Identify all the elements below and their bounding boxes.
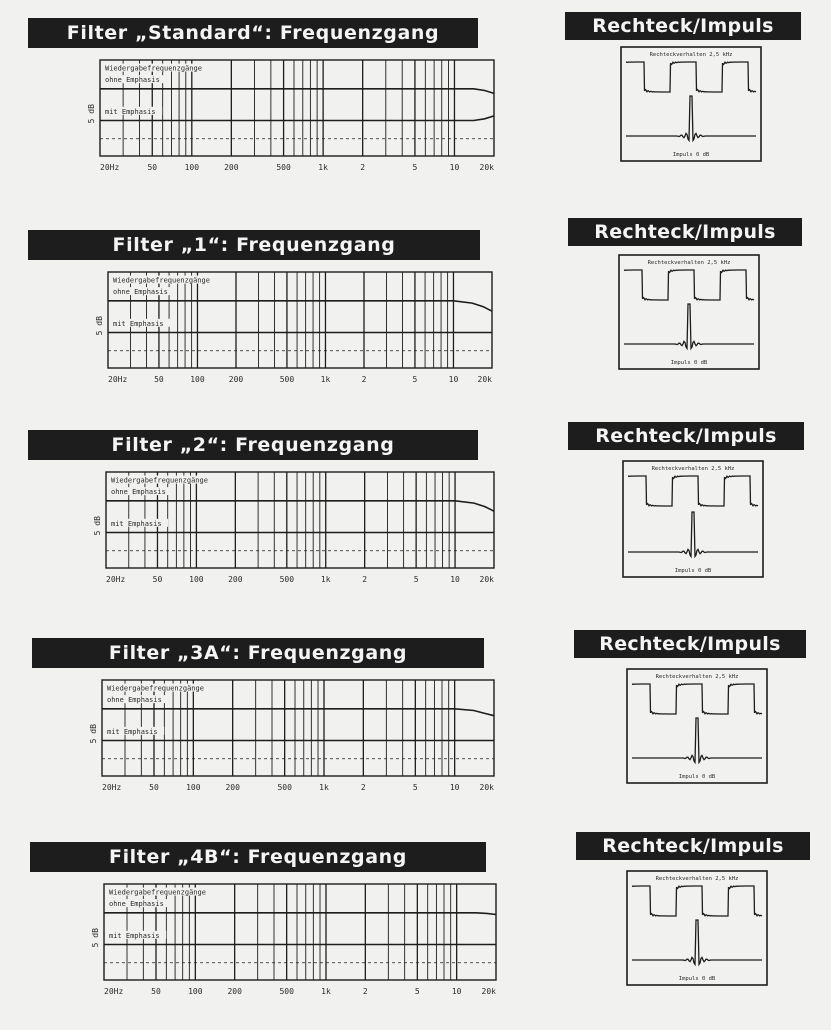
x-tick-label: 50 [147, 163, 158, 172]
x-tick-label: 2 [360, 783, 366, 792]
x-tick-label: 20Hz [104, 987, 124, 996]
freq-chart [82, 880, 500, 998]
caption-title: Wiedergabefrequenzgänge [107, 684, 204, 693]
x-tick-label: 5 [413, 575, 419, 584]
caption-mit-emphasis: mit Emphasis [111, 519, 162, 528]
x-tick-label: 100 [188, 987, 203, 996]
impulse-caption: Impuls 0 dB [678, 976, 716, 982]
x-tick-label: 1k [321, 987, 331, 996]
filter-row-3a [0, 630, 831, 830]
x-tick-label: 50 [152, 575, 163, 584]
freq-chart-title: Filter „4B“: Frequenzgang [30, 842, 486, 872]
freq-chart [78, 56, 498, 174]
x-tick-label: 20k [479, 163, 494, 172]
x-tick-label: 10 [448, 375, 459, 384]
pulse-frame [627, 669, 767, 783]
filter-row-standard [0, 0, 831, 200]
freq-chart-title: Filter „Standard“: Frequenzgang [28, 18, 478, 48]
freq-chart [86, 268, 496, 386]
y-axis-label: 5 dB [87, 104, 96, 124]
pulse-panel-title: Rechteck/Impuls [568, 218, 802, 246]
impulse-caption: Impuls 0 dB [672, 152, 710, 158]
freq-chart [84, 468, 498, 586]
caption-mit-emphasis: mit Emphasis [113, 319, 164, 328]
pulse-chart [626, 668, 768, 784]
x-tick-label: 20Hz [100, 163, 120, 172]
x-tick-label: 200 [225, 783, 240, 792]
pulse-chart [618, 254, 760, 370]
x-tick-label: 200 [224, 163, 239, 172]
x-tick-label: 200 [228, 375, 244, 384]
caption-title: Wiedergabefrequenzgänge [111, 476, 208, 485]
pulse-frame [623, 461, 763, 577]
pulse-frame [619, 255, 759, 369]
x-tick-label: 20k [479, 575, 494, 584]
x-tick-label: 500 [277, 783, 292, 792]
x-tick-label: 10 [451, 987, 462, 996]
x-tick-label: 500 [276, 163, 291, 172]
x-tick-label: 20k [481, 987, 496, 996]
x-tick-label: 1k [319, 783, 329, 792]
freq-chart-title: Filter „1“: Frequenzgang [28, 230, 480, 260]
caption-ohne-emphasis: ohne Emphasis [109, 900, 164, 909]
series-line-mit-emphasis [100, 116, 494, 121]
x-tick-label: 500 [279, 987, 294, 996]
series-line-ohne-emphasis [100, 89, 494, 94]
x-tick-label: 1k [320, 575, 331, 584]
pulse-panel-title: Rechteck/Impuls [565, 12, 801, 40]
y-axis-label: 5 dB [91, 928, 100, 948]
x-tick-label: 500 [279, 375, 295, 384]
x-tick-label: 1k [320, 375, 331, 384]
x-tick-label: 50 [149, 783, 159, 792]
x-tick-label: 2 [362, 575, 368, 584]
impulse-caption: Impuls 0 dB [670, 360, 708, 366]
square-caption: Rechteckverhalten 2,5 kHz [647, 260, 731, 266]
square-caption: Rechteckverhalten 2,5 kHz [655, 876, 739, 882]
caption-ohne-emphasis: ohne Emphasis [113, 288, 168, 297]
caption-title: Wiedergabefrequenzgänge [105, 64, 202, 73]
square-caption: Rechteckverhalten 2,5 kHz [655, 674, 739, 680]
square-caption: Rechteckverhalten 2,5 kHz [649, 52, 733, 58]
caption-title: Wiedergabefrequenzgänge [109, 888, 206, 897]
x-tick-label: 100 [184, 163, 200, 172]
y-axis-label: 5 dB [89, 724, 98, 744]
y-axis-label: 5 dB [93, 516, 102, 536]
series-line-ohne-emphasis [104, 913, 496, 915]
impulse-caption: Impuls 0 dB [674, 568, 712, 574]
pulse-frame [621, 47, 761, 161]
x-tick-label: 5 [414, 987, 420, 996]
pulse-chart [622, 460, 764, 578]
caption-ohne-emphasis: ohne Emphasis [107, 696, 162, 705]
square-caption: Rechteckverhalten 2,5 kHz [651, 466, 735, 472]
caption-mit-emphasis: mit Emphasis [105, 107, 156, 116]
series-line-ohne-emphasis [108, 301, 492, 311]
filter-row-4b [0, 830, 831, 1030]
x-tick-label: 5 [412, 163, 418, 172]
impulse-caption: Impuls 0 dB [678, 774, 716, 780]
caption-ohne-emphasis: ohne Emphasis [105, 76, 160, 85]
x-tick-label: 50 [154, 375, 164, 384]
x-tick-label: 500 [279, 575, 295, 584]
x-tick-label: 20Hz [106, 575, 126, 584]
x-tick-label: 20k [479, 783, 494, 792]
x-tick-label: 2 [362, 987, 368, 996]
x-tick-label: 10 [450, 575, 460, 584]
pulse-chart [620, 46, 762, 162]
x-tick-label: 100 [186, 783, 201, 792]
pulse-panel-title: Rechteck/Impuls [574, 630, 806, 658]
x-tick-label: 50 [151, 987, 161, 996]
pulse-panel-title: Rechteck/Impuls [576, 832, 810, 860]
freq-chart [80, 676, 498, 794]
x-tick-label: 2 [361, 375, 367, 384]
caption-mit-emphasis: mit Emphasis [107, 727, 158, 736]
x-tick-label: 10 [449, 163, 460, 172]
series-line-ohne-emphasis [102, 709, 494, 716]
x-tick-label: 200 [228, 575, 243, 584]
x-tick-label: 20Hz [102, 783, 122, 792]
x-tick-label: 5 [412, 375, 418, 384]
caption-ohne-emphasis: ohne Emphasis [111, 488, 166, 497]
x-tick-label: 100 [190, 375, 205, 384]
x-tick-label: 200 [227, 987, 242, 996]
freq-chart-title: Filter „2“: Frequenzgang [28, 430, 478, 460]
filter-row-2 [0, 420, 831, 620]
series-line-ohne-emphasis [106, 501, 494, 511]
x-tick-label: 100 [189, 575, 204, 584]
caption-mit-emphasis: mit Emphasis [109, 931, 160, 940]
caption-title: Wiedergabefrequenzgänge [113, 276, 210, 285]
freq-chart-title: Filter „3A“: Frequenzgang [32, 638, 484, 668]
pulse-frame [627, 871, 767, 985]
y-axis-label: 5 dB [95, 316, 104, 336]
x-tick-label: 1k [318, 163, 328, 172]
x-tick-label: 10 [449, 783, 460, 792]
pulse-panel-title: Rechteck/Impuls [568, 422, 804, 450]
x-tick-label: 5 [412, 783, 418, 792]
pulse-chart [626, 870, 768, 986]
filter-row-1 [0, 210, 831, 410]
x-tick-label: 20k [477, 375, 492, 384]
x-tick-label: 20Hz [108, 375, 128, 384]
x-tick-label: 2 [360, 163, 366, 172]
